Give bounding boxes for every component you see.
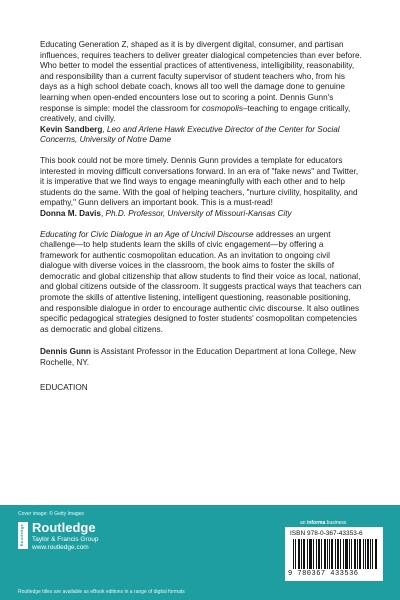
author-bio: Dennis Gunn is Assistant Professor in the Education Department at Iona College, New Rochelle, NY.	[40, 347, 356, 368]
publisher-footer	[0, 505, 400, 600]
routledge-logo-mark: Routledge	[18, 522, 28, 549]
back-cover-text	[40, 40, 362, 401]
publisher-name: Routledge	[32, 520, 96, 535]
publisher-group: Taylor & Francis Group	[32, 536, 99, 543]
barcode-digits: 9 780367 433536	[288, 570, 359, 578]
informa-business-note: an informa business	[300, 520, 347, 526]
book-title: Educating for Civic Dialogue in an Age of Uncivil Discourse	[40, 229, 254, 239]
book-description: Educating for Civic Dialogue in an Age of Uncivil Discourse addresses an urgent challenge—to help students learn the skills of civic engagement—by offering a framework for authentic cosmopolitan education. As an invitation to ongoing civil dialogue with diverse voices in the classroom, the book aims to foster the skills of democratic and global citizenship that allow students to find their voice as local, national, and global citizens outside of the classroom. It suggests practical ways that teachers can promote the skills of attentive listening, intelligent questioning, reasonable positioning, and responsible dialogue in order to encourage authentic civic discourse. It also outlines specific pedagogical strategies designed to foster students' cosmopolitan competencies as democratic and global citizens.	[40, 229, 362, 334]
isbn-text: ISBN 978-0-367-43353-6	[290, 530, 363, 537]
endorser-title: Ph.D. Professor, University of Missouri-Kansas City	[105, 208, 292, 218]
cover-credit: Cover image: © Getty Images	[18, 511, 84, 517]
endorsement-2	[40, 156, 362, 220]
author-name: Dennis Gunn	[40, 347, 91, 357]
endorsement-attribution: Donna M. Davis, Ph.D. Professor, University of Missouri-Kansas City	[40, 208, 292, 218]
barcode-bars	[293, 539, 377, 569]
endorsement-1	[40, 40, 362, 146]
endorsement-attribution: Kevin Sandberg, Leo and Arlene Hawk Executive Director of the Center for Social Concerns, University of Notre Dame	[40, 124, 340, 145]
endorser-title: Leo and Arlene Hawk Executive Director of the Center for Social Concerns, University of Notre Dame	[40, 124, 340, 145]
endorser-name: Kevin Sandberg	[40, 124, 103, 134]
endorsement-text: Educating Generation Z, shaped as it is by divergent digital, consumer, and partisan influences, requires teachers to deliver greater dialogical competencies than ever before. Who better to model the essential practices of attentiveness, intelligibility, reasonability, and responsibility than a current faculty supervisor of student teachers who, from his days as a high school debate coach, knows all too well the damage done to genuine learning when open-ended encounters lose out to scoring a point. Dennis Gunn's response is simple: model the classroom for cosmopolis–teaching to engage critically, creatively, and civilly.	[40, 40, 362, 124]
endorser-name: Donna M. Davis	[40, 208, 101, 218]
subject-category: EDUCATION	[40, 382, 88, 392]
barcode-bar	[376, 539, 377, 569]
publisher-url[interactable]: www.routledge.com	[32, 544, 89, 551]
endorsement-text: This book could not be more timely. Dennis Gunn provides a template for educators interested in moving difficult conversations forward. In an era of "fake news" and Twitter, it is imperative that we find ways to engage meaningfully with each other and to help students do the same. With the goal of helping teachers, "nurture civility, hospitality, and empathy," Gunn delivers an important book. This is a must-read!	[40, 155, 359, 208]
digital-formats-note: Routledge titles are available as eBook editions in a range of digital formats	[18, 589, 185, 595]
isbn-barcode	[285, 527, 383, 581]
